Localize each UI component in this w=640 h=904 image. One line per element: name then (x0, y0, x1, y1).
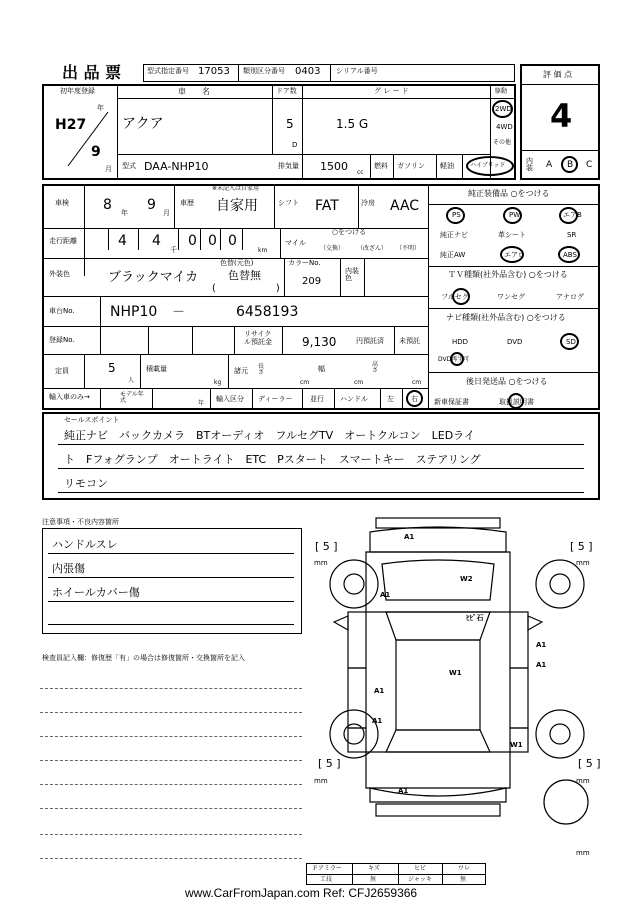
legend-cell-3: ジャッキ (408, 876, 432, 883)
ac-value: AAC (390, 198, 420, 214)
mark-front-bumper: A1 (404, 533, 415, 541)
tread-front-right: [ 5 ] (570, 540, 593, 553)
inspection-label: 車検 (55, 199, 69, 207)
mileage-thousands-sep: 千 (170, 246, 177, 254)
mark-right-front-door: A1 (536, 641, 547, 649)
genuine-abs-circle (558, 246, 580, 263)
genuine-abs: ABS (563, 251, 577, 259)
tv-oneseg: ワンセグ (497, 293, 525, 301)
first-registration-label: 初年度登録 (60, 87, 95, 95)
dimensions-label: 諸元 (234, 367, 248, 375)
inspection-year-unit: 年 (121, 209, 128, 217)
form-title: 出 品 票 (62, 63, 122, 82)
genuine-sr: SR (567, 231, 577, 239)
handle-right-circle (406, 390, 423, 407)
legend-header-2: キズ (368, 865, 380, 872)
tv-fullseg: フルセグ (441, 293, 469, 301)
car-diagram (310, 512, 600, 862)
handle-label: ハンドル (340, 395, 368, 403)
drive-label: 駆動 (495, 88, 508, 95)
type-number-label: 型式指定番号 (147, 67, 189, 75)
fuel-hybrid-circle (466, 156, 514, 176)
handle-left: 左 (387, 395, 394, 403)
navi-dvd-playback: DVD再生可 (438, 356, 470, 363)
mileage-digit-3: 0 (188, 233, 197, 249)
category-number-label: 類別区分番号 (243, 67, 285, 75)
score-value: 4 (550, 97, 573, 135)
shift-label: シフト (278, 199, 299, 207)
sales-point-line-3: リモコン (64, 477, 108, 490)
color-number: 209 (302, 276, 322, 287)
navi-sd: SD (566, 338, 576, 346)
chassis-prefix: NHP10 (110, 304, 158, 320)
interior-grade-c: C (586, 160, 593, 170)
legend-cell-1: 工技 (320, 876, 333, 883)
doors-value: 5 (286, 117, 294, 131)
mileage-unit: km (258, 247, 268, 254)
height-label: 高さ (372, 361, 379, 374)
meter-option-unknown: （不明） (396, 245, 421, 252)
shift-value: FAT (315, 198, 339, 214)
import-label: 輸入車のみ→ (49, 393, 90, 401)
displacement-unit: cc (357, 169, 364, 176)
length-unit: cm (300, 379, 310, 386)
registration-year: H27 (55, 117, 87, 133)
interior-grade-circle (561, 156, 578, 173)
registration-no-label: 登録No. (49, 336, 75, 344)
mark-left-rear-door: A1 (374, 687, 385, 695)
interior-grade-b: B (567, 160, 574, 170)
mark-right-rear-door: A1 (536, 661, 547, 669)
tread-rear-left: [ 5 ] (318, 757, 341, 770)
registration-month-unit: 月 (105, 165, 112, 173)
grade-value: 1.5 G (336, 117, 369, 131)
registration-year-unit: 年 (97, 104, 104, 112)
navi-dvd: DVD (507, 338, 523, 346)
sales-points-label: セールスポイント (64, 416, 120, 424)
genuine-pw-circle (503, 207, 522, 224)
color-change-value: 色替無 (228, 269, 261, 282)
aftermarket-title: 後日発送品 ○をつける (466, 377, 548, 386)
tread-rear-left-unit: mm (314, 777, 328, 785)
interior-grade-label: 内装 (526, 157, 533, 172)
tv-title: ＴＶ種類(社外品含む) ○をつける (448, 270, 568, 279)
tv-analog: アナログ (556, 293, 584, 301)
meter-check-note: ○をつける (332, 228, 367, 236)
genuine-navi: 純正ナビ (440, 231, 468, 239)
score-label: 評 価 点 (543, 70, 573, 79)
import-type-label: 輸入区分 (216, 395, 244, 403)
aftermarket-warranty: 新車保証書 (434, 398, 469, 406)
mark-roof: W1 (449, 669, 462, 677)
inspection-month-unit: 月 (163, 209, 170, 217)
fuel-hybrid: ハイブリッド (470, 162, 506, 169)
model-label: 型式 (122, 162, 136, 170)
doors-unit: D (292, 141, 298, 149)
chassis-dash: － (172, 305, 186, 320)
car-name-label: 車 名 (178, 87, 210, 96)
capacity-label: 定員 (55, 367, 69, 375)
tread-front-left-unit: mm (314, 559, 328, 567)
inspector-note-label: 検査員記入欄：修復歴「有」の場合は修復箇所・交換箇所を記入 (42, 654, 245, 662)
aftermarket-manual: 取扱説明書 (499, 398, 534, 406)
drive-2wd: 2WD (495, 105, 512, 113)
interior-grade-a: A (546, 160, 553, 170)
import-parallel: 並行 (310, 395, 324, 403)
mileage-digit-1: 4 (118, 233, 127, 249)
width-unit: cm (354, 379, 364, 386)
mark-rear-bumper: A1 (398, 787, 409, 795)
mileage-digit-4: 0 (208, 233, 217, 249)
recycle-unpaid: 未預託 (399, 337, 420, 345)
navi-dvd-playback-circle (450, 352, 464, 366)
length-label: 長さ (258, 363, 265, 376)
genuine-ps-circle (446, 207, 465, 224)
legend-cell-2: 無 (370, 876, 377, 883)
tread-front-left: [ 5 ] (315, 540, 338, 553)
fuel-gasoline: ガソリン (397, 162, 425, 170)
car-name: アクア (122, 116, 164, 132)
meter-option-tampered: （改ざん） (357, 245, 388, 252)
legend-header-4: ワレ (458, 865, 471, 872)
chassis-number: 6458193 (236, 304, 299, 320)
inspection-month: 9 (147, 197, 156, 213)
import-dealer: ディーラー (258, 395, 293, 403)
usage-note: ※未記入は自家用 (212, 185, 260, 192)
genuine-airbag-circle (559, 207, 578, 224)
mileage-label: 走行距離 (49, 237, 77, 245)
exterior-color-label: 外装色 (49, 270, 70, 278)
doors-label: ドア数 (276, 87, 297, 95)
mark-hood: W2 (460, 575, 473, 583)
exterior-color: ブラックマイカ (108, 270, 199, 285)
color-number-label: カラーNo. (288, 259, 321, 267)
type-number-value: 17053 (198, 66, 230, 77)
usage-value: 自家用 (216, 198, 258, 214)
tread-front-right-unit: mm (576, 559, 590, 567)
model-value: DAA-NHP10 (144, 160, 209, 173)
registration-slash (62, 108, 112, 170)
chassis-label: 車台No. (49, 307, 75, 315)
genuine-pw: PW (509, 211, 521, 219)
width-label: 幅 (318, 365, 325, 373)
recycle-label: リサイクル預託金 (244, 330, 272, 347)
displacement-label: 排気量 (278, 162, 299, 170)
meter-option-exchange: （交換） (320, 245, 345, 252)
load-label: 積載量 (146, 365, 167, 373)
height-unit: cm (412, 379, 422, 386)
mark-right-rear-fender: W1 (510, 741, 523, 749)
notes-label: 注意事項・不良内容箇所 (42, 518, 119, 526)
tv-fullseg-circle (452, 288, 470, 305)
capacity-unit: 人 (128, 377, 135, 384)
load-unit: kg (214, 379, 222, 386)
genuine-airbag: エアB (563, 211, 582, 219)
watermark: www.CarFromJapan.com Ref: CFJ2659366 (185, 886, 418, 900)
registration-month: 9 (91, 144, 101, 160)
note-item-3: ホイールカバー傷 (52, 586, 140, 599)
ac-label: 冷房 (361, 199, 375, 207)
category-number-value: 0403 (295, 66, 321, 77)
color-change-paren: ( ) (212, 283, 280, 294)
meter-label: マイル (285, 239, 306, 247)
genuine-options-title: 純正装備品 ○をつける (468, 189, 550, 198)
interior-color-label: 内装色 (345, 267, 359, 282)
genuine-ps: PS (452, 211, 461, 219)
handle-right: 右 (411, 395, 418, 403)
note-item-1: ハンドルスレ (52, 538, 118, 551)
genuine-leather: 革シート (498, 231, 526, 239)
genuine-aero-circle (500, 246, 524, 263)
drive-2wd-circle (492, 100, 513, 118)
legend-header-3: ヒビ (414, 865, 427, 872)
displacement-value: 1500 (320, 160, 348, 173)
fuel-label: 燃料 (374, 162, 388, 170)
aftermarket-manual-circle (508, 393, 524, 409)
drive-4wd: 4WD (496, 123, 513, 131)
tread-rear-right: [ 5 ] (578, 757, 601, 770)
mark-left-rear-fender: A1 (372, 717, 383, 725)
navi-hdd: HDD (452, 338, 469, 346)
legend-cell-4: 無 (460, 876, 467, 883)
legend-header-1: Ｆアミラー (312, 865, 343, 872)
sales-point-line-1: 純正ナビ バックカメラ BTオーディオ フルセグTV オートクルコン LEDライ (64, 429, 475, 442)
genuine-aw: 純正AW (440, 251, 466, 259)
recycle-amount: 9,130 (302, 335, 337, 349)
mileage-digit-2: 4 (152, 233, 161, 249)
drive-other: その他 (493, 139, 512, 146)
genuine-aero: エアロ (504, 251, 525, 259)
mileage-digit-5: 0 (228, 233, 237, 249)
recycle-paid: 円預託済 (356, 337, 384, 345)
grade-label: グ レ ー ド (374, 87, 409, 95)
navi-title: ナビ種類(社外品含む) ○をつける (446, 313, 566, 322)
serial-number-label: シリアル番号 (336, 67, 378, 75)
tread-spare-unit: mm (576, 849, 590, 857)
tread-rear-right-unit: mm (576, 777, 590, 785)
navi-sd-circle (560, 333, 579, 350)
mark-front-left-fender: A1 (380, 591, 391, 599)
capacity-value: 5 (108, 361, 116, 375)
mark-windshield: ﾋﾋﾞ石 (466, 614, 484, 622)
sales-point-line-2: ト Fフォグランプ オートライト ETC Pスタート スマートキー ステアリング (64, 453, 481, 466)
fuel-diesel: 軽油 (440, 162, 454, 170)
inspection-year: 8 (103, 197, 112, 213)
usage-label: 車歴 (180, 199, 194, 207)
note-item-2: 内張傷 (52, 562, 85, 575)
model-year-label: モデル年式 (120, 391, 144, 404)
color-change-label: 色替(元色) (220, 259, 254, 267)
model-year-unit: 年 (198, 400, 205, 407)
